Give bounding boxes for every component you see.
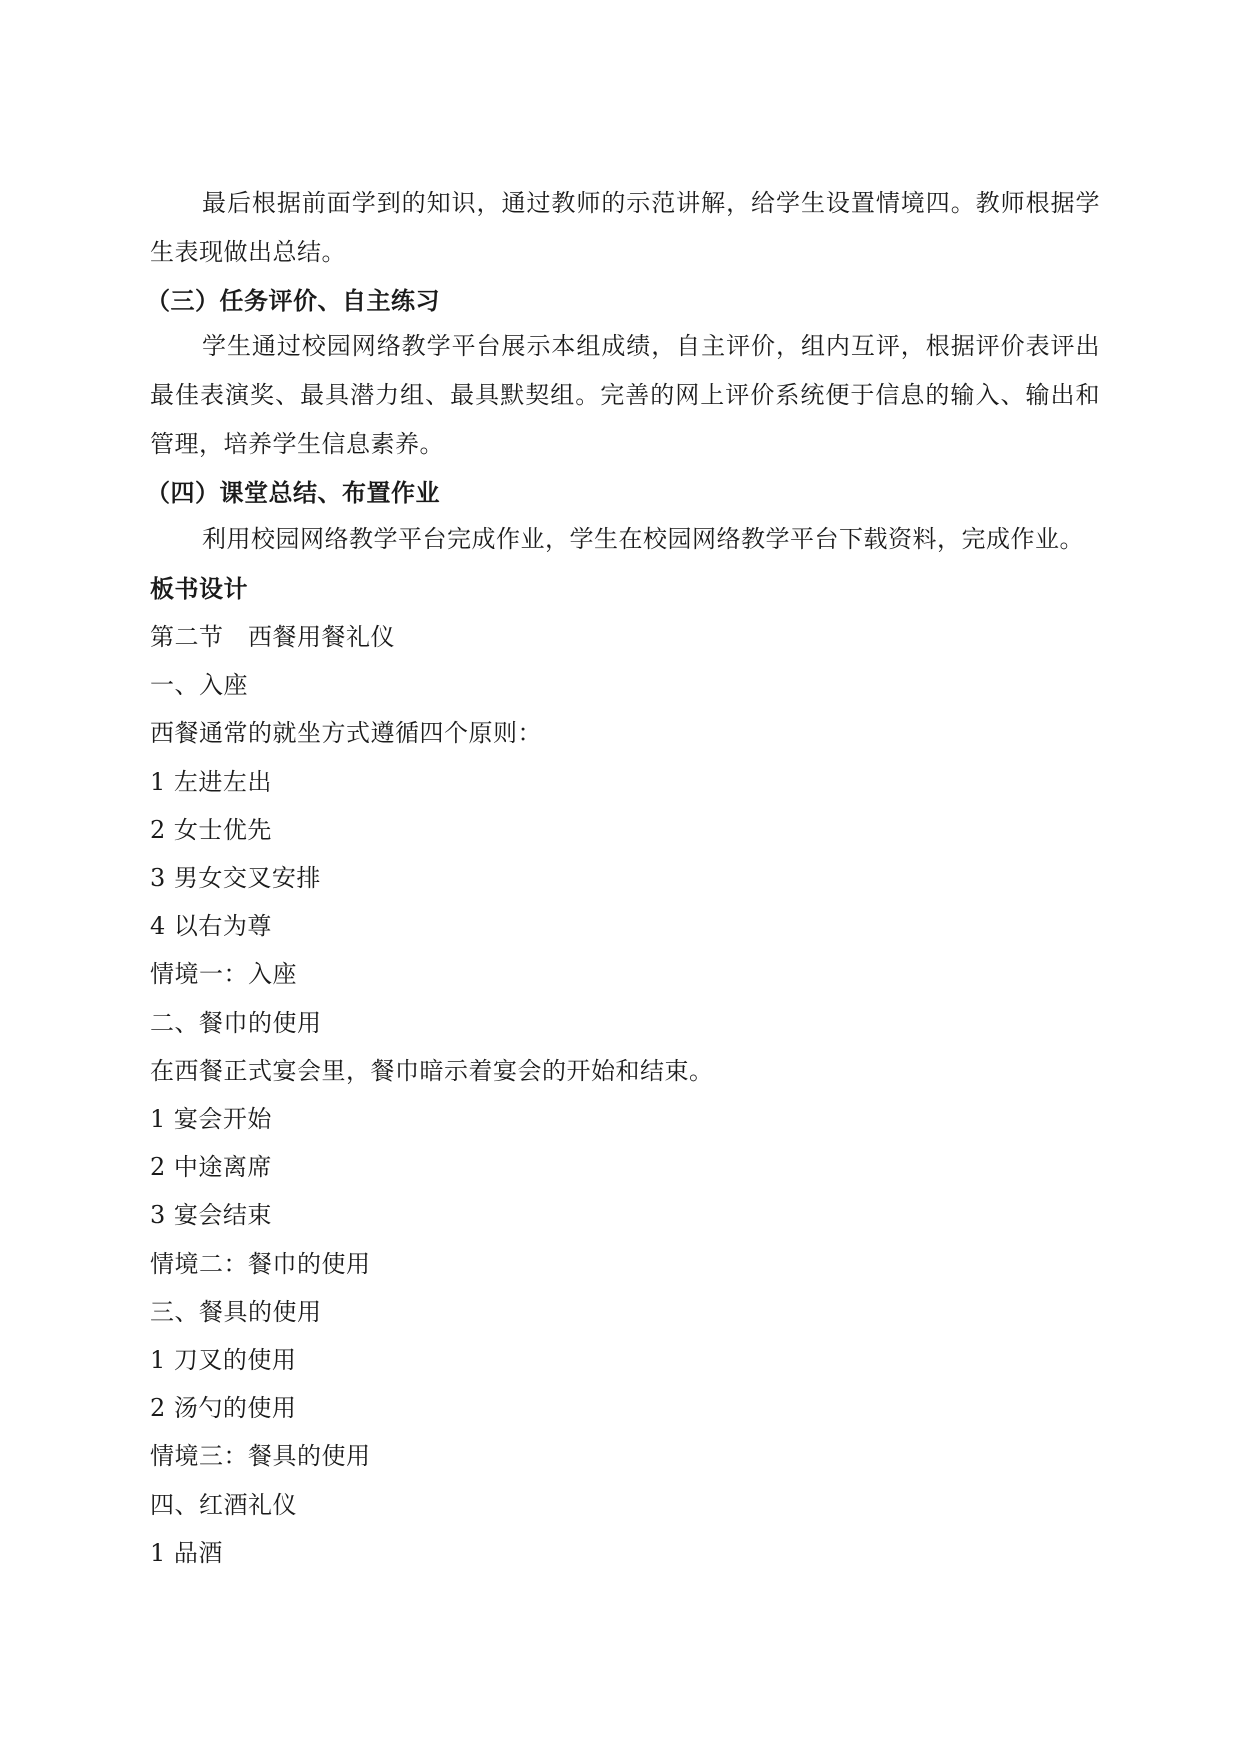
board-design-title: 板书设计	[150, 575, 248, 603]
paragraph-homework	[150, 515, 1100, 564]
section-heading-evaluation: （三）任务评价、自主练习	[146, 287, 440, 315]
board-line: 西餐通常的就坐方式遵循四个原则：	[150, 719, 542, 747]
board-line: 情境三：餐具的使用	[150, 1442, 371, 1470]
board-line: 2 女士优先	[150, 816, 272, 844]
paragraph-text: 利用校园网络教学平台完成作业，学生在校园网络教学平台下载资料，完成作业。	[202, 525, 1084, 553]
paragraph-text: 学生通过校园网络教学平台展示本组成绩，自主评价，组内互评，根据评价表评出最佳表演奖、最具潜力组、最具默契组。完善的网上评价系统便于信息的输入、输出和管理，培养学生信息素养。	[150, 332, 1100, 458]
board-line: 1 左进左出	[150, 768, 272, 796]
board-line: 在西餐正式宴会里，餐巾暗示着宴会的开始和结束。	[150, 1057, 714, 1085]
board-line: 四、红酒礼仪	[150, 1491, 297, 1519]
board-line: 一、入座	[150, 671, 248, 699]
board-line: 3 宴会结束	[150, 1201, 272, 1229]
paragraph-evaluation	[150, 322, 1100, 469]
board-line: 3 男女交叉安排	[150, 864, 321, 892]
board-line: 1 刀叉的使用	[150, 1346, 297, 1374]
board-line: 2 汤勺的使用	[150, 1394, 297, 1422]
paragraph-summary	[150, 179, 1100, 277]
board-line: 三、餐具的使用	[150, 1298, 322, 1326]
board-line: 4 以右为尊	[150, 912, 272, 940]
board-line: 1 品酒	[150, 1539, 223, 1567]
board-line: 二、餐巾的使用	[150, 1009, 322, 1037]
section-heading-summary: （四）课堂总结、布置作业	[146, 479, 440, 507]
board-line: 2 中途离席	[150, 1153, 272, 1181]
board-line: 第二节 西餐用餐礼仪	[150, 623, 395, 651]
board-line: 情境二：餐巾的使用	[150, 1250, 371, 1278]
paragraph-text: 最后根据前面学到的知识，通过教师的示范讲解，给学生设置情境四。教师根据学生表现做出总结。	[150, 189, 1100, 266]
board-line: 情境一：入座	[150, 960, 297, 988]
board-line: 1 宴会开始	[150, 1105, 272, 1133]
